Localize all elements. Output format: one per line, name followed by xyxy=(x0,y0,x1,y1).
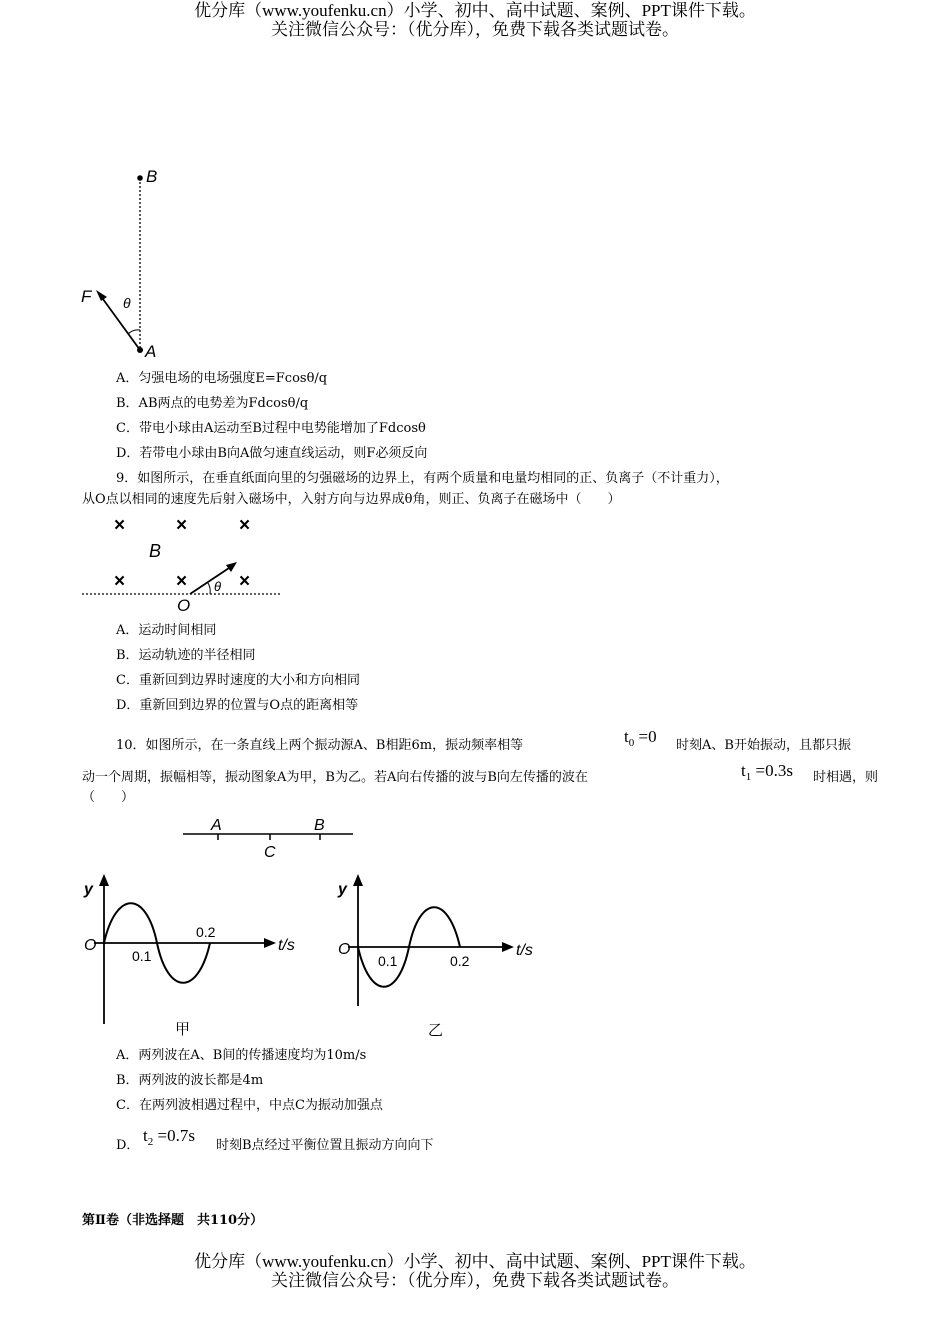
x-label: t/s xyxy=(516,942,533,959)
q9-option-c: C．重新回到边界时速度的大小和方向相同 xyxy=(116,673,360,688)
caption-jia: 甲 xyxy=(175,1021,191,1038)
label-f: F xyxy=(81,287,92,306)
q10-stem-line-1a: 10．如图所示，在一条直线上两个振动源A、B相距6m，振动频率相等 xyxy=(116,738,524,753)
q10-t1: $t_1 =0.3s$ xyxy=(741,761,793,783)
tick-0-1: 0.1 xyxy=(132,948,152,964)
force-arrow xyxy=(100,295,140,350)
footer-line-2: 关注微信公众号：（优分库），免费下载各类试题试卷。 xyxy=(271,1271,679,1290)
field-cross: × xyxy=(114,571,126,592)
label-a: A xyxy=(211,817,222,834)
tick-0-2: 0.2 xyxy=(196,924,216,940)
q8-figure xyxy=(76,160,186,365)
q10-option-b: B．两列波的波长都是4m xyxy=(116,1073,264,1088)
q9-stem-line-2: 从O点以相同的速度先后射入磁场中，入射方向与边界成θ角，则正、负离子在磁场中（ ） xyxy=(82,492,621,507)
q9-option-d: D．重新回到边界的位置与O点的距离相等 xyxy=(116,698,359,713)
velocity-arrow xyxy=(190,566,232,594)
label-theta: θ xyxy=(123,295,131,311)
section-2-title: 第Ⅱ卷（非选择题 共110分） xyxy=(82,1213,264,1228)
q10-option-d-suffix: 时刻B点经过平衡位置且振动方向向下 xyxy=(216,1138,434,1153)
q10-option-a: A．两列波在A、B间的传播速度均为10m/s xyxy=(116,1048,367,1063)
label-b: B xyxy=(314,817,325,834)
q9-option-a: A．运动时间相同 xyxy=(116,623,217,638)
header-line-2: 关注微信公众号：（优分库），免费下载各类试题试卷。 xyxy=(271,20,679,39)
field-cross: × xyxy=(239,571,251,592)
q10-stem-line-1b: 时刻A、B开始振动，且都只振 xyxy=(676,738,851,753)
q8-option-b: B．AB两点的电势差为Fdcosθ/q xyxy=(116,396,309,411)
q9-figure xyxy=(80,510,285,615)
q10-t0: $t_0 =0$ xyxy=(624,727,657,749)
footer-line-1: 优分库（www.youfenku.cn）小学、初中、高中试题、案例、PPT课件下载。 xyxy=(194,1252,756,1271)
q8-option-a: A．匀强电场的电场强度E=Fcosθ/q xyxy=(116,371,328,386)
y-label: y xyxy=(84,881,93,898)
q8-option-c: C．带电小球由A运动至B过程中电势能增加了Fdcosθ xyxy=(116,421,426,436)
field-cross: × xyxy=(239,515,251,536)
field-cross: × xyxy=(114,515,126,536)
origin-label: O xyxy=(84,937,97,954)
q10-stem-line-3: （ ） xyxy=(82,790,135,805)
y-label: y xyxy=(338,881,347,898)
graph-yi xyxy=(332,872,547,1040)
origin-label: O xyxy=(338,941,351,958)
caption-yi: 乙 xyxy=(428,1022,444,1039)
q8-option-d: D．若带电小球由B向A做匀速直线运动，则F必须反向 xyxy=(116,446,428,461)
label-theta: θ xyxy=(214,579,222,594)
field-cross: × xyxy=(176,515,188,536)
tick-0-2: 0.2 xyxy=(450,953,470,969)
q10-stem-line-2a: 动一个周期，振幅相等，振动图象A为甲，B为乙。若A向右传播的波与B向左传播的波在 xyxy=(82,770,588,785)
graph-jia xyxy=(78,872,295,1040)
label-c: C xyxy=(264,844,276,861)
x-label: t/s xyxy=(278,937,295,954)
field-cross: × xyxy=(176,571,188,592)
q9-option-b: B．运动轨迹的半径相同 xyxy=(116,648,256,663)
label-b: B xyxy=(146,167,158,186)
q10-line-figure xyxy=(180,812,360,864)
label-b: B xyxy=(149,541,162,561)
point-b xyxy=(137,175,143,181)
label-a: A xyxy=(145,342,157,361)
header-line-1: 优分库（www.youfenku.cn）小学、初中、高中试题、案例、PPT课件下载。 xyxy=(194,1,756,20)
tick-0-1: 0.1 xyxy=(378,953,398,969)
label-o: O xyxy=(177,596,191,615)
q10-t2: $t_2 =0.7s$ xyxy=(143,1126,195,1148)
q10-option-d-prefix: D． xyxy=(116,1138,140,1153)
q10-stem-line-2b: 时相遇，则 xyxy=(813,770,879,785)
q10-option-c: C．在两列波相遇过程中，中点C为振动加强点 xyxy=(116,1098,383,1113)
q9-stem-line-1: 9．如图所示，在垂直纸面向里的匀强磁场的边界上，有两个质量和电量均相同的正、负离子（不计重力）， xyxy=(116,471,729,486)
